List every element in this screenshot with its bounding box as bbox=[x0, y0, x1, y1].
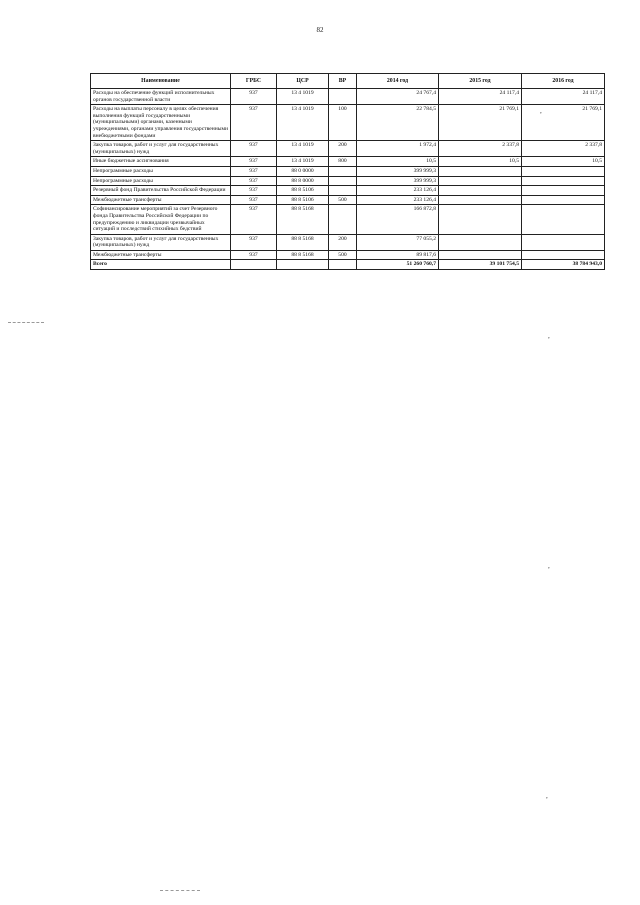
row-csr: 88 8 5106 bbox=[277, 186, 329, 196]
row-grbs: 937 bbox=[231, 105, 277, 141]
row-2016 bbox=[522, 186, 605, 196]
row-2015 bbox=[439, 176, 522, 186]
table-row bbox=[91, 105, 605, 141]
row-grbs: 937 bbox=[231, 176, 277, 186]
total-2016: 38 784 943,0 bbox=[522, 260, 605, 270]
row-name: Расходы на обеспечение функций исполнительных органов государственной власти bbox=[91, 89, 231, 105]
row-grbs: 937 bbox=[231, 234, 277, 250]
header-grbs: ГРБС bbox=[231, 74, 277, 89]
row-name: Межбюджетные трансферты bbox=[91, 250, 231, 260]
row-2014: 22 784,5 bbox=[357, 105, 439, 141]
table-row bbox=[91, 234, 605, 250]
row-2014: 10,5 bbox=[357, 157, 439, 167]
table-row bbox=[91, 195, 605, 205]
row-2015 bbox=[439, 250, 522, 260]
row-grbs: 937 bbox=[231, 89, 277, 105]
row-vr: 500 bbox=[329, 195, 357, 205]
row-2016 bbox=[522, 250, 605, 260]
row-2014: 24 767,4 bbox=[357, 89, 439, 105]
row-grbs: 937 bbox=[231, 157, 277, 167]
row-vr: 200 bbox=[329, 234, 357, 250]
header-csr: ЦСР bbox=[277, 74, 329, 89]
row-2015 bbox=[439, 234, 522, 250]
row-name: Софинансирование мероприятий за счет Резервного фонда Правительства Российской Федерации по предупреждению и ликвидации чрезвычайных ситуаций и последствий стихийных бедствий bbox=[91, 205, 231, 234]
row-2016: 2 337,8 bbox=[522, 141, 605, 157]
row-grbs: 937 bbox=[231, 250, 277, 260]
row-2015: 24 117,4 bbox=[439, 89, 522, 105]
row-csr: 88 0 0000 bbox=[277, 166, 329, 176]
row-2014: 166 872,8 bbox=[357, 205, 439, 234]
pen-tick-mark: , bbox=[548, 562, 550, 570]
row-vr bbox=[329, 166, 357, 176]
header-name: Наименование bbox=[91, 74, 231, 89]
row-2014: 1 972,4 bbox=[357, 141, 439, 157]
row-2015 bbox=[439, 205, 522, 234]
table-row bbox=[91, 141, 605, 157]
row-2016 bbox=[522, 176, 605, 186]
row-vr: 200 bbox=[329, 141, 357, 157]
row-2014: 233 126,4 bbox=[357, 186, 439, 196]
row-csr: 88 8 0000 bbox=[277, 176, 329, 186]
table-row bbox=[91, 166, 605, 176]
total-grbs bbox=[231, 260, 277, 270]
row-vr: 800 bbox=[329, 157, 357, 167]
header-vr: ВР bbox=[329, 74, 357, 89]
row-2016: 24 117,4 bbox=[522, 89, 605, 105]
header-2016: 2016 год bbox=[522, 74, 605, 89]
pen-tick-mark: , bbox=[546, 792, 548, 800]
row-2016 bbox=[522, 195, 605, 205]
total-label: Всего bbox=[91, 260, 231, 270]
row-name: Непрограммные расходы bbox=[91, 166, 231, 176]
table-row bbox=[91, 186, 605, 196]
row-vr bbox=[329, 186, 357, 196]
row-2015: 21 769,1 bbox=[439, 105, 522, 141]
row-2014: 233 126,4 bbox=[357, 195, 439, 205]
total-2015: 39 101 754,5 bbox=[439, 260, 522, 270]
pen-tick-mark: , bbox=[548, 332, 550, 340]
scan-artifact-line bbox=[160, 890, 200, 891]
row-2015 bbox=[439, 186, 522, 196]
table-row bbox=[91, 89, 605, 105]
table-row bbox=[91, 157, 605, 167]
row-2015 bbox=[439, 166, 522, 176]
row-csr: 88 8 5168 bbox=[277, 234, 329, 250]
row-name: Иные бюджетные ассигнования bbox=[91, 157, 231, 167]
header-2015: 2015 год bbox=[439, 74, 522, 89]
row-name: Закупка товаров, работ и услуг для государственных (муниципальных) нужд bbox=[91, 141, 231, 157]
total-csr bbox=[277, 260, 329, 270]
row-vr bbox=[329, 176, 357, 186]
row-2015 bbox=[439, 195, 522, 205]
scan-artifact-line bbox=[8, 322, 44, 323]
row-2016 bbox=[522, 166, 605, 176]
row-2014: 399 999,3 bbox=[357, 166, 439, 176]
row-name: Межбюджетные трансферты bbox=[91, 195, 231, 205]
row-grbs: 937 bbox=[231, 141, 277, 157]
row-name: Закупка товаров, работ и услуг для государственных (муниципальных) нужд bbox=[91, 234, 231, 250]
row-2016 bbox=[522, 234, 605, 250]
pen-tick-mark: , bbox=[540, 107, 542, 115]
row-vr: 500 bbox=[329, 250, 357, 260]
row-csr: 88 8 5168 bbox=[277, 205, 329, 234]
total-2014: 51 260 760,7 bbox=[357, 260, 439, 270]
row-grbs: 937 bbox=[231, 205, 277, 234]
row-name: Резервный фонд Правительства Российской Федерации bbox=[91, 186, 231, 196]
page-number: 82 bbox=[316, 26, 324, 34]
budget-table bbox=[90, 73, 605, 270]
row-2016: 10,5 bbox=[522, 157, 605, 167]
row-csr: 13 4 1019 bbox=[277, 105, 329, 141]
table-header-row bbox=[91, 74, 605, 89]
table-row bbox=[91, 205, 605, 234]
row-2016 bbox=[522, 205, 605, 234]
row-2014: 89 817,6 bbox=[357, 250, 439, 260]
row-grbs: 937 bbox=[231, 186, 277, 196]
row-grbs: 937 bbox=[231, 195, 277, 205]
total-vr bbox=[329, 260, 357, 270]
row-2016: 21 769,1 bbox=[522, 105, 605, 141]
row-grbs: 937 bbox=[231, 166, 277, 176]
row-csr: 88 8 5168 bbox=[277, 250, 329, 260]
header-2014: 2014 год bbox=[357, 74, 439, 89]
row-2015: 2 337,8 bbox=[439, 141, 522, 157]
row-csr: 13 4 1019 bbox=[277, 157, 329, 167]
row-name: Непрограммные расходы bbox=[91, 176, 231, 186]
row-2014: 399 999,3 bbox=[357, 176, 439, 186]
row-csr: 13 4 1019 bbox=[277, 141, 329, 157]
total-row bbox=[91, 260, 605, 270]
row-name: Расходы на выплаты персоналу в целях обеспечения выполнения функций государственными (муниципальными) органами, казенными учреждениями, органами управления государственными внебюджетными фондами bbox=[91, 105, 231, 141]
row-csr: 88 8 5106 bbox=[277, 195, 329, 205]
row-vr: 100 bbox=[329, 105, 357, 141]
table-row bbox=[91, 250, 605, 260]
row-2015: 10,5 bbox=[439, 157, 522, 167]
row-vr bbox=[329, 205, 357, 234]
row-csr: 13 4 1019 bbox=[277, 89, 329, 105]
table-row bbox=[91, 176, 605, 186]
row-vr bbox=[329, 89, 357, 105]
row-2014: 77 055,2 bbox=[357, 234, 439, 250]
